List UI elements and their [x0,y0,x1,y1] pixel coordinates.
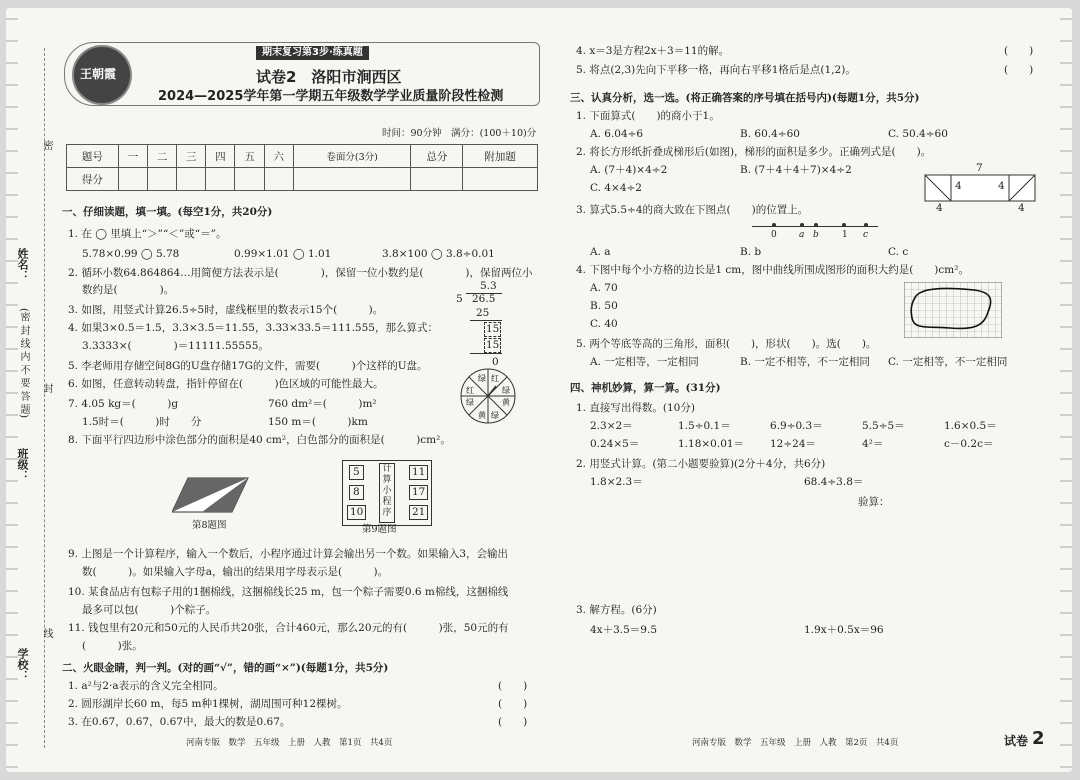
q4-line1: 4. 如果3×0.5＝1.5，3.3×3.5＝11.55，3.33×33.5＝111.555，那么算式： [68,322,438,334]
th: 附加题 [463,145,538,168]
oral-calc: 0.24×5＝ [590,438,640,450]
s4-q1: 1. 直接写出得数。(10分) [576,402,695,414]
xian-mark: 线 [41,628,52,638]
fig8-caption: 第8题图 [192,520,227,531]
s3-q2: 2. 将长方形纸折叠成梯形后(如图)，梯形的面积是多少。正确列式是( )。 [576,146,932,158]
time-info: 时间：90分钟 满分：(100＋10)分 [382,128,537,139]
q7-c: 1.5时＝( )时 分 [82,416,202,428]
footer-right: 河南专版 数学 五年级 上册 人教 第2页 共4页 [692,738,899,748]
feng-mark: 封 [41,383,52,393]
q2-line2: 数约是( )。 [82,284,175,296]
q1-a: 5.78×0.99 ◯ 5.78 [82,248,180,260]
logo: 王朝霞 [72,45,132,105]
s3-q1-opt: B. 60.4÷60 [740,128,800,140]
answer-paren[interactable]: ( ) [498,698,528,710]
q10-line2: 最多可以包( )个粽子。 [82,604,217,616]
section1-title: 一、仔细读题，填一填。(每空1分，共20分) [62,206,273,218]
oral-calc: 1.5÷0.1＝ [678,420,731,432]
q7-a: 7. 4.05 kg＝( )g [68,398,179,410]
equation-2: 1.9x＋0.5x＝96 [804,624,884,636]
seal-note: (密 封 线 内 不 要 答 题) [18,308,29,419]
section2-title: 二、火眼金睛，判一判。(对的画“√”，错的画“×”)(每题1分，共5分) [62,662,389,674]
oral-calc: 1.18×0.01＝ [678,438,745,450]
oral-calc: 1.6×0.5＝ [944,420,997,432]
section4-title: 四、神机妙算，算一算。(31分) [570,382,721,394]
oral-calc: 6.9÷0.3＝ [770,420,823,432]
q3: 3. 如图，用竖式计算26.5÷5时，虚线框里的数表示15个( )。 [68,304,384,316]
check-label: 验算： [858,496,890,508]
s3-q2-opt: C. 4×4÷2 [590,182,642,194]
s3-q1-opt: A. 6.04÷6 [590,128,644,140]
class-label: 班级： [16,448,29,481]
oral-calc: c－0.2c＝ [944,438,994,450]
s3-q3-opt: A. a [590,246,611,258]
s2-q3: 3. 在0.6̇7̇，0.67̇，0.67中，最大的数是0.67̇。 [68,716,291,728]
row-label: 得分 [67,168,119,191]
sector-label: 绿 [466,398,474,407]
footer-tag: 试卷 [1004,734,1029,748]
q9-line1: 9. 上图是一个计算程序，输入一个数后，小程序通过计算会输出另一个数。如果输入3，会输出 [68,548,509,560]
seal-line [44,48,45,748]
fig9-caption: 第9题图 [362,524,397,535]
sector-label: 红 [466,386,474,395]
s4-q3: 3. 解方程。(6分) [576,604,657,616]
vertical-calc-b: 68.4÷3.8＝ [804,476,864,488]
spinner-figure [458,366,518,426]
s2-q1: 1. a²与2·a表示的含义完全相同。 [68,680,224,692]
q1-b: 0.99×1.01 ◯ 1.01 [234,248,332,260]
s3-q5-opt: B. 一定不相等，不一定相同 [740,356,870,368]
s2-q5: 5. 将点(2,3)先向下平移一格，再向右平移1格后是点(1,2)。 [576,64,856,76]
q11-line2: ( )张。 [82,640,143,652]
th: 一 [118,145,147,168]
q7-b: 760 dm²＝( )m² [268,398,377,410]
s3-q4-opt: C. 40 [590,318,618,330]
sector-label: 绿 [502,386,510,395]
grid-curve-figure [904,282,1002,338]
sector-label: 黄 [502,398,510,407]
q1-c: 3.8×100 ◯ 3.8÷0.01 [382,248,495,260]
s3-q5-opt: C. 一定相等，不一定相同 [888,356,1008,368]
th: 卷面分(3分) [293,145,411,168]
th: 题号 [67,145,119,168]
q10-line1: 10. 某食品店有包粽子用的1捆棉线，这捆棉线长25 m，包一个粽子需要0.6 m棉线，这捆棉线 [68,586,509,598]
s3-q3: 3. 算式5.5÷4的商大致在下图点( )的位置上。 [576,204,809,216]
score-cell[interactable] [235,168,264,191]
answer-paren[interactable]: ( ) [498,716,528,728]
s3-q3-opt: C. c [888,246,909,258]
score-table [66,144,538,191]
s3-q5-opt: A. 一定相等，一定相同 [590,356,699,368]
oral-calc: 12÷24＝ [770,438,817,450]
program-figure: 5 8 10 计算小程序 11 17 21 [342,460,432,526]
score-cell[interactable] [293,168,411,191]
th: 二 [148,145,177,168]
q1-stem: 1. 在 ◯ 里填上“＞”“＜”或“＝”。 [68,228,227,240]
vertical-calc-a: 1.8×2.3＝ [590,476,643,488]
s3-q4-opt: B. 50 [590,300,618,312]
score-cell[interactable] [411,168,463,191]
th: 五 [235,145,264,168]
q11-line1: 11. 钱包里有20元和50元的人民币共20张，合计460元，那么20元的有( )张，50元的有 [68,622,509,634]
q7-d: 150 m＝( )km [268,416,368,428]
s2-q4: 4. x＝3是方程2x＋3＝11的解。 [576,45,730,57]
oral-calc: 2.3×2＝ [590,420,633,432]
score-cell[interactable] [206,168,235,191]
s3-q1-opt: C. 50.4÷60 [888,128,948,140]
parallelogram-figure [172,476,252,516]
q4-line2: 3.3333×( )＝11111.55555。 [82,340,269,352]
q9-line2: 数( )。如果输入字母a，输出的结果用字母表示是( )。 [82,566,389,578]
banner: 期末复习第3步·练真题 [256,46,369,60]
s2-q2: 2. 圆形湖岸长60 m，每5 m种1棵树，湖周围可种12棵树。 [68,698,348,710]
th: 六 [264,145,293,168]
q5: 5. 李老师用存储空间8G的U盘存储17G的文件，需要( )个这样的U盘。 [68,360,428,372]
paper-subtitle: 2024—2025学年第一学期五年级数学学业质量阶段性检测 [158,89,504,104]
footer-left: 河南专版 数学 五年级 上册 人教 第1页 共4页 [186,738,393,748]
s4-q2: 2. 用竖式计算。(第二小题要验算)(2分＋4分，共6分) [576,458,826,470]
division-figure: 5.3 5 26.5 25 15 15 0 [456,280,506,376]
th: 三 [177,145,206,168]
s3-q4: 4. 下图中每个小方格的边长是1 cm，图中曲线所围成图形的面积大约是( )cm²。 [576,264,969,276]
school-label: 学校： [16,648,29,681]
q6: 6. 如图，任意转动转盘，指针停留在( )色区域的可能性最大。 [68,378,384,390]
sector-label: 黄 [478,411,486,420]
s3-q2-opt: B. (7＋4＋4＋7)×4÷2 [740,164,852,176]
score-cell[interactable] [148,168,177,191]
mi-mark: 密 [41,140,52,150]
s3-q5: 5. 两个等底等高的三角形，面积( )，形状( )。选( )。 [576,338,877,350]
sector-label: 绿 [478,374,486,383]
s3-q3-opt: B. b [740,246,762,258]
answer-paren[interactable]: ( ) [1004,64,1034,76]
answer-paren[interactable]: ( ) [1004,45,1034,57]
th: 四 [206,145,235,168]
sector-label: 绿 [491,411,499,420]
s3-q2-opt: A. (7＋4)×4÷2 [590,164,668,176]
s3-q1: 1. 下面算式( )的商小于1。 [576,110,720,122]
footer-number: 2 [1032,728,1045,749]
score-cell[interactable] [118,168,147,191]
exam-paper [6,8,1072,772]
folded-paper-figure: 7 4 4 4 4 [924,162,1036,214]
score-cell[interactable] [177,168,206,191]
q2-line1: 2. 循环小数64.864864…用简便方法表示是( )，保留一位小数约是( )，保留两位小 [68,267,533,279]
answer-paren[interactable]: ( ) [498,680,528,692]
equation-1: 4x＋3.5＝9.5 [590,624,657,636]
oral-calc: 5.5÷5＝ [862,420,905,432]
q8: 8. 下面平行四边形中涂色部分的面积是40 cm²，白色部分的面积是( )cm²。 [68,434,451,446]
section3-title: 三、认真分析，选一选。(将正确答案的序号填在括号内)(每题1分，共5分) [570,92,920,104]
sector-label: 红 [491,374,499,383]
right-edge [1060,8,1072,772]
paper-title: 试卷2 洛阳市涧西区 [256,68,402,86]
name-label: 姓名： [16,248,29,281]
number-line: 0 a b 1 c [752,220,878,244]
s3-q4-opt: A. 70 [590,282,618,294]
th: 总分 [411,145,463,168]
oral-calc: 4²＝ [862,438,884,450]
score-cell[interactable] [463,168,538,191]
score-cell[interactable] [264,168,293,191]
